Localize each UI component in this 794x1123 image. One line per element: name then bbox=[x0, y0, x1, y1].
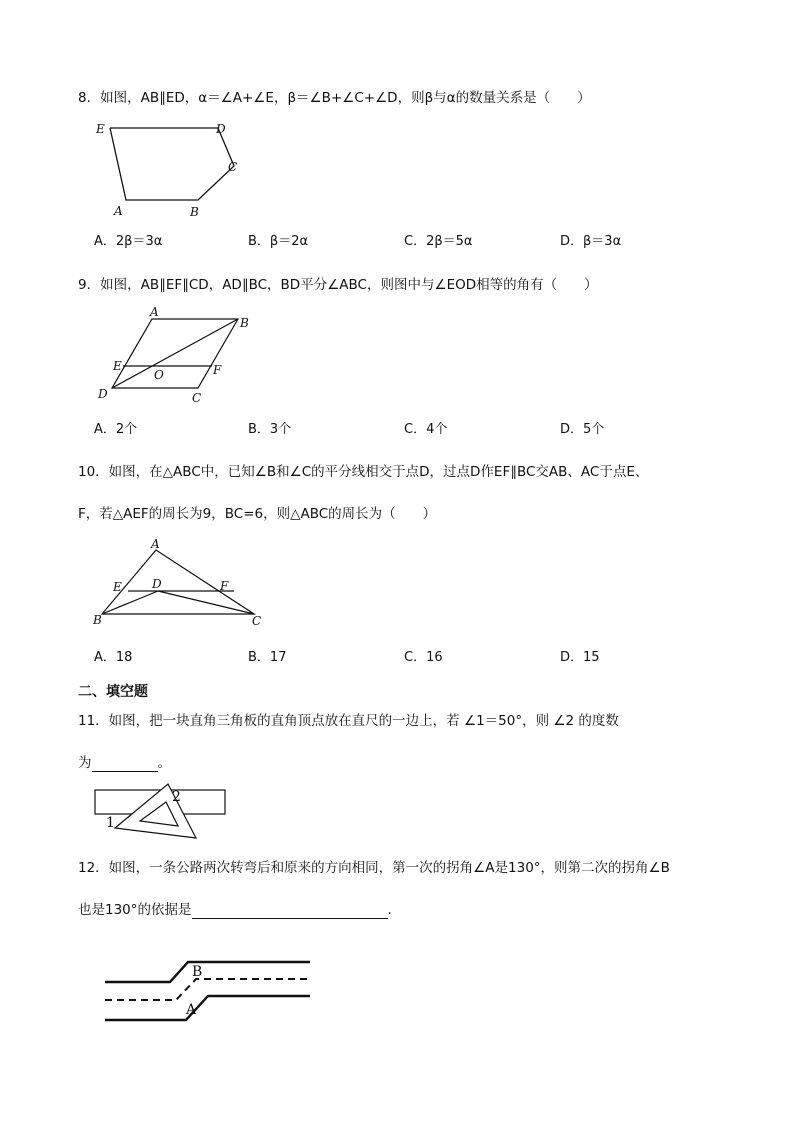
q12-stem-suffix: . bbox=[387, 902, 392, 918]
q10-stem-line1: 10．如图，在△ABC中，已知∠B和∠C的平分线相交于点D，过点D作EF∥BC交AB、AC于点E、 bbox=[78, 464, 649, 480]
q11-stem-line1: 11．如图，把一块直角三角板的直角顶点放在直尺的一边上，若 ∠1＝50°，则 ∠2 的度数 bbox=[78, 713, 619, 729]
q8-option-c[interactable]: C．2β＝5α bbox=[404, 234, 473, 249]
q12-figure bbox=[100, 955, 315, 1030]
q9-label-B: B bbox=[240, 316, 249, 330]
q8-figure bbox=[90, 118, 250, 228]
q9-label-D: D bbox=[98, 387, 108, 401]
q10-option-a[interactable]: A．18 bbox=[94, 650, 133, 665]
q10-label-A: A bbox=[151, 537, 160, 551]
q8-label-A: A bbox=[114, 204, 123, 218]
q10-label-F: F bbox=[220, 579, 229, 593]
q10-option-d[interactable]: D．15 bbox=[560, 650, 600, 665]
q11-figure bbox=[90, 784, 240, 844]
q12-stem-line1: 12．如图，一条公路两次转弯后和原来的方向相同，第一次的拐角∠A是130°，则第二次的拐角∠B bbox=[78, 860, 670, 876]
q8-label-E: E bbox=[96, 122, 105, 136]
q8-label-C: C bbox=[228, 160, 238, 174]
q12-stem-prefix: 也是130°的依据是 bbox=[78, 902, 192, 918]
q10-stem-line2: F，若△AEF的周长为9，BC=6，则△ABC的周长为（ ） bbox=[78, 506, 437, 522]
q12-answer-blank[interactable] bbox=[192, 903, 388, 919]
q8-stem: 8．如图，AB∥ED，α＝∠A+∠E，β＝∠B+∠C+∠D，则β与α的数量关系是（ ） bbox=[78, 90, 591, 106]
q8-option-b[interactable]: B．β＝2α bbox=[248, 234, 309, 249]
q8-shape bbox=[110, 128, 234, 200]
q9-option-d[interactable]: D．5个 bbox=[560, 422, 605, 437]
q10-label-D: D bbox=[152, 577, 162, 591]
q9-label-E: E bbox=[113, 359, 122, 373]
q10-label-B: B bbox=[93, 613, 102, 627]
q10-line-cd bbox=[158, 591, 254, 614]
q9-option-c[interactable]: C．4个 bbox=[404, 422, 448, 437]
q12-label-B: B bbox=[192, 964, 203, 980]
q10-figure bbox=[90, 536, 270, 631]
q9-label-A: A bbox=[150, 305, 159, 319]
q8-label-B: B bbox=[190, 205, 199, 219]
q9-line-bd bbox=[112, 319, 238, 388]
q9-stem: 9．如图，AB∥EF∥CD，AD∥BC，BD平分∠ABC，则图中与∠EOD相等的角有（ ） bbox=[78, 277, 598, 293]
q9-label-F: F bbox=[213, 363, 222, 377]
q11-stem-line2 bbox=[78, 754, 171, 772]
q8-option-a[interactable]: A．2β＝3α bbox=[94, 234, 163, 249]
q10-label-C: C bbox=[252, 614, 262, 628]
q8-option-d[interactable]: D．β＝3α bbox=[560, 234, 622, 249]
q11-answer-blank[interactable] bbox=[92, 756, 158, 772]
q11-stem-prefix: 为 bbox=[78, 755, 92, 771]
q9-option-b[interactable]: B．3个 bbox=[248, 422, 292, 437]
q8-label-D: D bbox=[216, 122, 226, 136]
q10-option-c[interactable]: C．16 bbox=[404, 650, 443, 665]
q9-label-C: C bbox=[192, 391, 202, 405]
q10-option-b[interactable]: B．17 bbox=[248, 650, 287, 665]
section-title: 二、填空题 bbox=[78, 684, 148, 700]
q11-label-1: 1 bbox=[106, 815, 115, 831]
q12-stem-line2 bbox=[78, 901, 392, 919]
q10-line-bd bbox=[102, 591, 158, 614]
q10-label-E: E bbox=[113, 580, 122, 594]
q11-label-2: 2 bbox=[172, 789, 181, 805]
q11-stem-suffix: 。 bbox=[157, 755, 171, 771]
q12-label-A: A bbox=[186, 1002, 197, 1018]
q9-figure bbox=[92, 304, 262, 409]
q9-option-a[interactable]: A．2个 bbox=[94, 422, 138, 437]
q9-label-O: O bbox=[154, 368, 164, 382]
